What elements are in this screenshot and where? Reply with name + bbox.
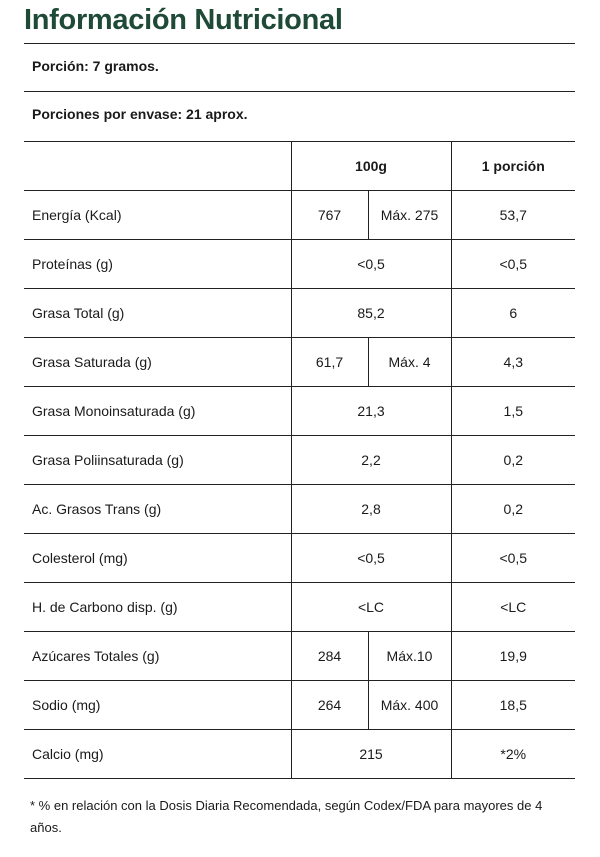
value-per-portion: 19,9 (451, 632, 575, 681)
nutrient-label: Grasa Saturada (g) (24, 338, 291, 387)
table-row (24, 191, 575, 240)
value-per-100g: 2,8 (291, 485, 451, 534)
value-per-portion: <0,5 (451, 240, 575, 289)
nutrient-label: H. de Carbono disp. (g) (24, 583, 291, 632)
serving-size-row (24, 43, 575, 91)
value-per-100g: <LC (291, 583, 451, 632)
table-row (24, 632, 575, 681)
table-row (24, 338, 575, 387)
nutrition-table (24, 141, 575, 779)
table-header-row (24, 142, 575, 191)
value-per-100g: 264 (291, 681, 368, 730)
nutrient-label: Azúcares Totales (g) (24, 632, 291, 681)
value-per-portion: *2% (451, 730, 575, 779)
header-per-portion: 1 porción (451, 142, 575, 191)
value-per-100g: 284 (291, 632, 368, 681)
table-row (24, 534, 575, 583)
table-row (24, 240, 575, 289)
nutrient-label: Ac. Grasos Trans (g) (24, 485, 291, 534)
value-per-100g: 85,2 (291, 289, 451, 338)
nutrient-label: Sodio (mg) (24, 681, 291, 730)
table-row (24, 289, 575, 338)
value-per-portion: 18,5 (451, 681, 575, 730)
footnote: * % en relación con la Dosis Diaria Recomendada, según Codex/FDA para mayores de 4 años. (30, 798, 543, 835)
value-per-portion: 6 (451, 289, 575, 338)
value-per-portion: 1,5 (451, 387, 575, 436)
value-per-100g: <0,5 (291, 240, 451, 289)
nutrient-label: Colesterol (mg) (24, 534, 291, 583)
nutrient-label: Grasa Poliinsaturada (g) (24, 436, 291, 485)
table-row (24, 387, 575, 436)
servings-per-container-text: Porciones por envase: 21 aprox. (32, 106, 248, 122)
max-per-100g: Máx. 400 (368, 681, 451, 730)
value-per-portion: 0,2 (451, 485, 575, 534)
table-row (24, 485, 575, 534)
value-per-100g: 2,2 (291, 436, 451, 485)
value-per-100g: 767 (291, 191, 368, 240)
table-row (24, 681, 575, 730)
header-empty-cell (24, 142, 291, 191)
value-per-portion: 4,3 (451, 338, 575, 387)
max-per-100g: Máx. 275 (368, 191, 451, 240)
nutrient-label: Energía (Kcal) (24, 191, 291, 240)
value-per-100g: <0,5 (291, 534, 451, 583)
value-per-100g: 61,7 (291, 338, 368, 387)
max-per-100g: Máx. 4 (368, 338, 451, 387)
header-per-100g: 100g (291, 142, 451, 191)
max-per-100g: Máx.10 (368, 632, 451, 681)
value-per-portion: <LC (451, 583, 575, 632)
table-row (24, 583, 575, 632)
value-per-100g: 21,3 (291, 387, 451, 436)
value-per-portion: 53,7 (451, 191, 575, 240)
nutrient-label: Proteínas (g) (24, 240, 291, 289)
nutrient-label: Grasa Total (g) (24, 289, 291, 338)
value-per-100g: 215 (291, 730, 451, 779)
table-row (24, 730, 575, 779)
page-title: Información Nutricional (24, 4, 343, 36)
value-per-portion: <0,5 (451, 534, 575, 583)
table-row (24, 436, 575, 485)
servings-per-container-row (24, 91, 575, 139)
value-per-portion: 0,2 (451, 436, 575, 485)
serving-size-text: Porción: 7 gramos. (32, 58, 159, 74)
nutrient-label: Calcio (mg) (24, 730, 291, 779)
nutrient-label: Grasa Monoinsaturada (g) (24, 387, 291, 436)
